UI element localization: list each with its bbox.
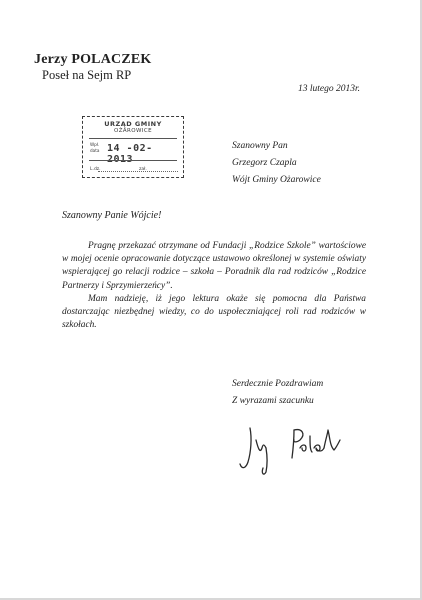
stamp-label-data: data xyxy=(90,148,100,153)
letter-date: 13 lutego 2013r. xyxy=(298,84,361,94)
closing-line-2: Z wyrazami szacunku xyxy=(232,396,314,406)
stamp-dotted-line xyxy=(98,171,178,172)
sender-title: Poseł na Sejm RP xyxy=(42,68,132,82)
stamp-label-ldz: L.dz. xyxy=(90,167,101,172)
stamp-divider xyxy=(89,160,177,161)
closing-line-1: Serdecznie Pozdrawiam xyxy=(232,379,324,389)
recipient-salutation: Szanowny Pan xyxy=(232,141,288,151)
letter-body xyxy=(62,240,366,332)
stamp-label-zal: zał. xyxy=(139,167,147,172)
body-paragraph-1: Pragnę przekazać otrzymane od Fundacji „Rodzice Szkole” wartościowe w mojej ocenie opracowanie dotyczące ustawowo określonej w systemie oświaty wspierającej go relacji rodzice – szkoła – Poradnik dla rad rodziców „Rodzice Partnerzy i Sprzymierzeńcy”. xyxy=(62,241,366,291)
sender-name: Jerzy POLACZEK xyxy=(34,52,152,67)
stamp-label-wpl: Wpł. xyxy=(90,142,100,147)
recipient-position: Wójt Gminy Ożarowice xyxy=(232,175,321,185)
stamp-office: URZĄD GMINY xyxy=(104,120,162,128)
stamp-town: OŻAROWICE xyxy=(114,128,152,134)
closing-block xyxy=(232,376,323,410)
recipient-block xyxy=(232,138,321,189)
received-stamp xyxy=(82,116,184,178)
recipient-name: Grzegorz Czapla xyxy=(232,158,297,168)
body-paragraph-2: Mam nadzieję, iż jego lektura okaże się pomocna dla Państwa dostarczając niezbędnej wiedzy, co do uspołeczniającej roli rad rodziców w szkołach. xyxy=(62,293,366,331)
stamp-divider xyxy=(89,138,177,139)
stamp-received-date: 14 -02- 2013 xyxy=(107,143,153,165)
greeting: Szanowny Panie Wójcie! xyxy=(62,210,162,221)
handwritten-signature xyxy=(236,418,346,478)
